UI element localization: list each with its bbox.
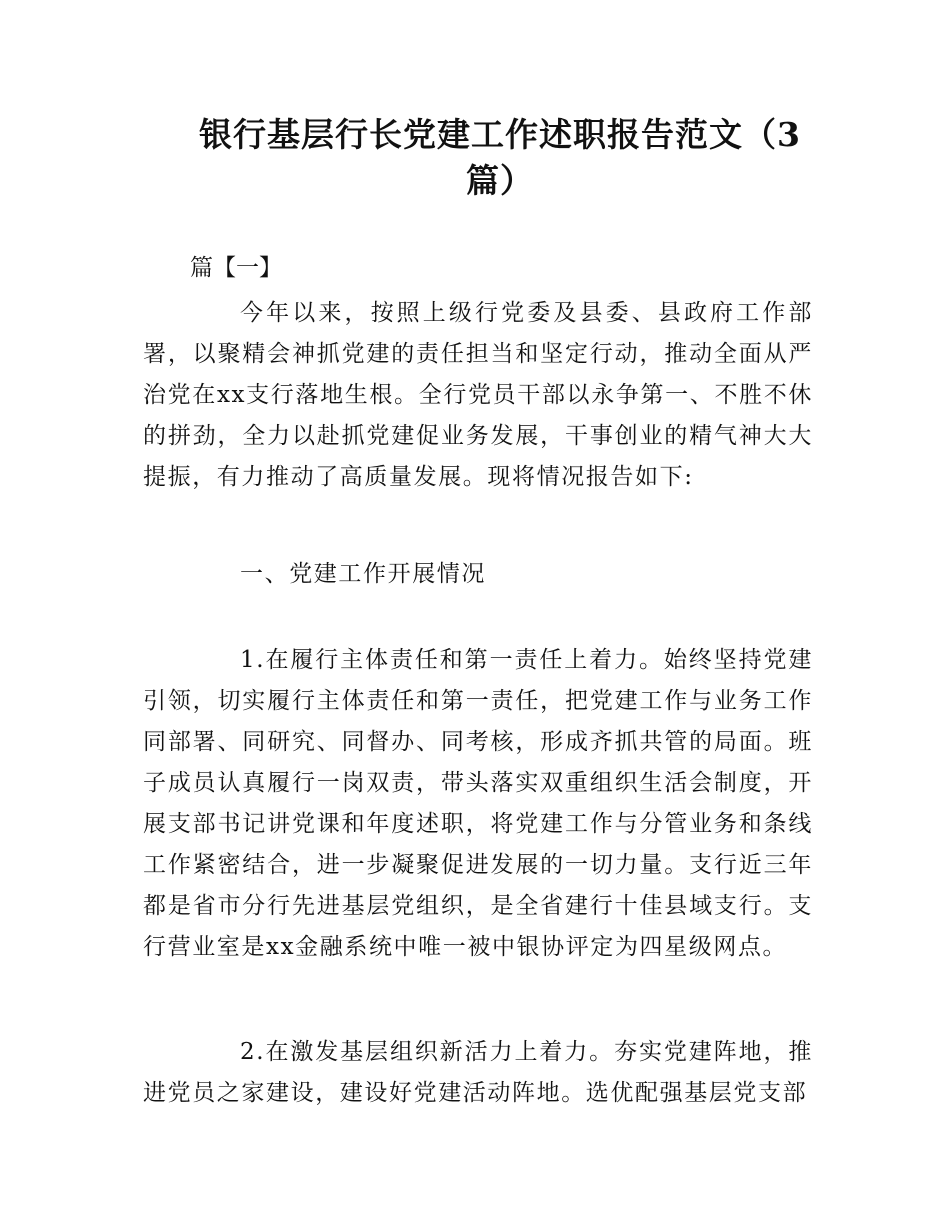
- document-title: 银行基层行长党建工作述职报告范文（3篇）: [199, 115, 801, 200]
- paragraph-2: 2.在激发基层组织新活力上着力。夯实党建阵地，推进党员之家建设，建设好党建活动阵地。选优配强基层党支部: [143, 1039, 813, 1106]
- intro-paragraph: 今年以来，按照上级行党委及县委、县政府工作部署，以聚精会神抓党建的责任担当和坚定行动，推动全面从严治党在xx支行落地生根。全行党员干部以永争第一、不胜不休的拼劲，全力以赴抓党建促业务发展，干事创业的精气神大大提振，有力推动了高质量发展。现将情况报告如下:: [143, 300, 813, 490]
- paragraph-1: 1.在履行主体责任和第一责任上着力。始终坚持党建引领，切实履行主体责任和第一责任，把党建工作与业务工作同部署、同研究、同督办、同考核，形成齐抓共管的局面。班子成员认真履行一岗双责，带头落实双重组织生活会制度，开展支部书记讲党课和年度述职，将党建工作与分管业务和条线工作紧密结合，进一步凝聚促进发展的一切力量。支行近三年都是省市分行先进基层党组织，是全省建行十佳县域支行。支行营业室是xx金融系统中唯一被中银协评定为四星级网点。: [143, 647, 813, 960]
- section-label: 篇【一】: [190, 255, 282, 281]
- section-heading: 一、党建工作开展情况: [240, 561, 486, 587]
